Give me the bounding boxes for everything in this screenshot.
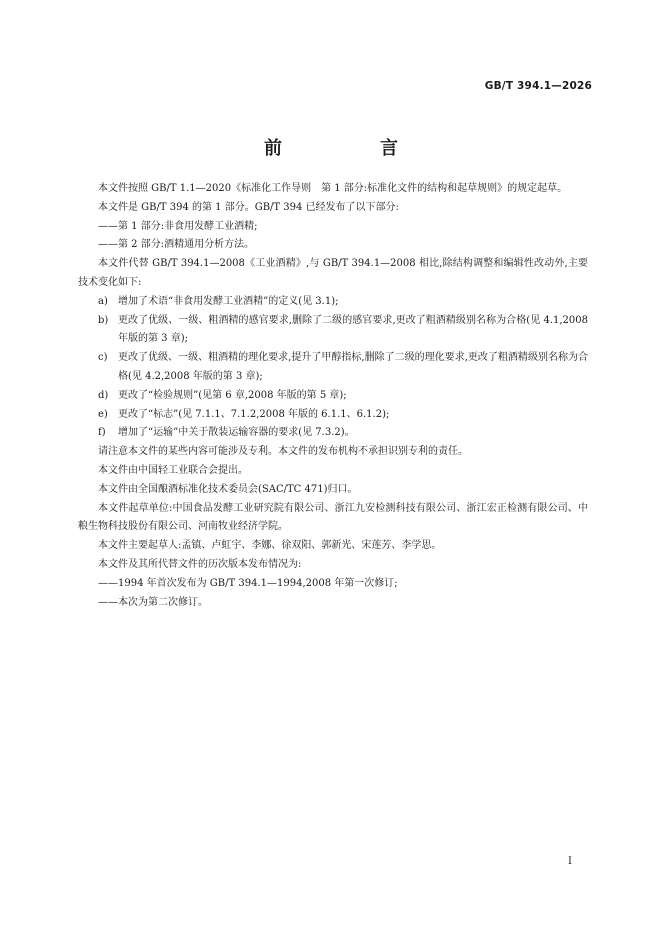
paragraph-patent-notice: 请注意本文件的某些内容可能涉及专利。本文件的发布机构不承担识别专利的责任。 — [98, 446, 468, 458]
paragraph-replaces: 本文件代替 GB/T 394.1—2008《工业酒精》,与 GB/T 394.1—2008 相比,除结构调整和编辑性改动外,主要技术变化如下: — [78, 258, 588, 288]
change-text: 更改了“标志”(见 7.1.1、7.1.2,2008 年版的 6.1.1、6.1.2); — [118, 408, 390, 420]
paragraph-history-intro: 本文件及其所代替文件的历次版本发布情况为: — [98, 558, 302, 570]
paragraph-proposer: 本文件由中国轻工业联合会提出。 — [98, 464, 248, 476]
paragraph-parts-intro: 本文件是 GB/T 394 的第 1 部分。GB/T 394 已经发布了以下部分: — [98, 201, 399, 213]
paragraph-drafting-rules: 本文件按照 GB/T 1.1—2020《标准化工作导则 第 1 部分:标准化文件的结构和起草规则》的规定起草。 — [98, 183, 568, 194]
history-item: ——1994 年首次发布为 GB/T 394.1—1994,2008 年第一次修订; — [98, 577, 398, 589]
change-item — [78, 293, 588, 312]
part-2-item: ——第 2 部分:酒精通用分析方法。 — [98, 239, 255, 251]
change-item — [78, 387, 588, 406]
history-item: ——本次为第二次修订。 — [98, 596, 208, 608]
change-label: f) — [98, 427, 106, 439]
paragraph-committee: 本文件由全国酿酒标准化技术委员会(SAC/TC 471)归口。 — [98, 483, 358, 495]
page-number: I — [568, 856, 572, 867]
change-label: e) — [98, 408, 108, 420]
change-label: c) — [98, 352, 108, 364]
change-label: a) — [98, 295, 108, 307]
change-item — [78, 424, 588, 443]
change-text: 更改了优级、一级、粗酒精的感官要求,删除了二级的感官要求,更改了粗酒精级别名称为合格(见 4.1,2008 年版的第 3 章); — [118, 314, 588, 345]
paragraph-drafting-units: 本文件起草单位:中国食品发酵工业研究院有限公司、浙江九安检测科技有限公司、浙江宏正检测有限公司、中粮生物科技股份有限公司、河南牧业经济学院。 — [78, 502, 588, 533]
change-text: 更改了优级、一级、粗酒精的理化要求,提升了甲醇指标,删除了二级的理化要求,更改了粗酒精级别名称为合格(见 4.2,2008 年版的第 3 章); — [118, 352, 588, 382]
change-text: 更改了“检验规则”(见第 6 章,2008 年版的第 5 章); — [118, 389, 347, 401]
change-item — [78, 406, 588, 425]
change-item — [78, 349, 588, 387]
page-title: 前 言 — [264, 138, 438, 159]
paragraph-drafters: 本文件主要起草人:孟镇、卢虹宇、李娜、徐双阳、郭新光、宋莲芳、李学思。 — [98, 540, 442, 552]
change-text: 增加了“运输”中关于散装运输容器的要求(见 7.3.2)。 — [118, 427, 355, 439]
change-label: d) — [98, 389, 109, 401]
change-label: b) — [98, 314, 109, 326]
foreword-body — [78, 180, 588, 612]
standard-number: GB/T 394.1—2026 — [484, 80, 592, 92]
change-text: 增加了术语“非食用发酵工业酒精”的定义(见 3.1); — [118, 295, 339, 307]
part-1-item: ——第 1 部分:非食用发酵工业酒精; — [98, 220, 258, 232]
change-item — [78, 312, 588, 350]
